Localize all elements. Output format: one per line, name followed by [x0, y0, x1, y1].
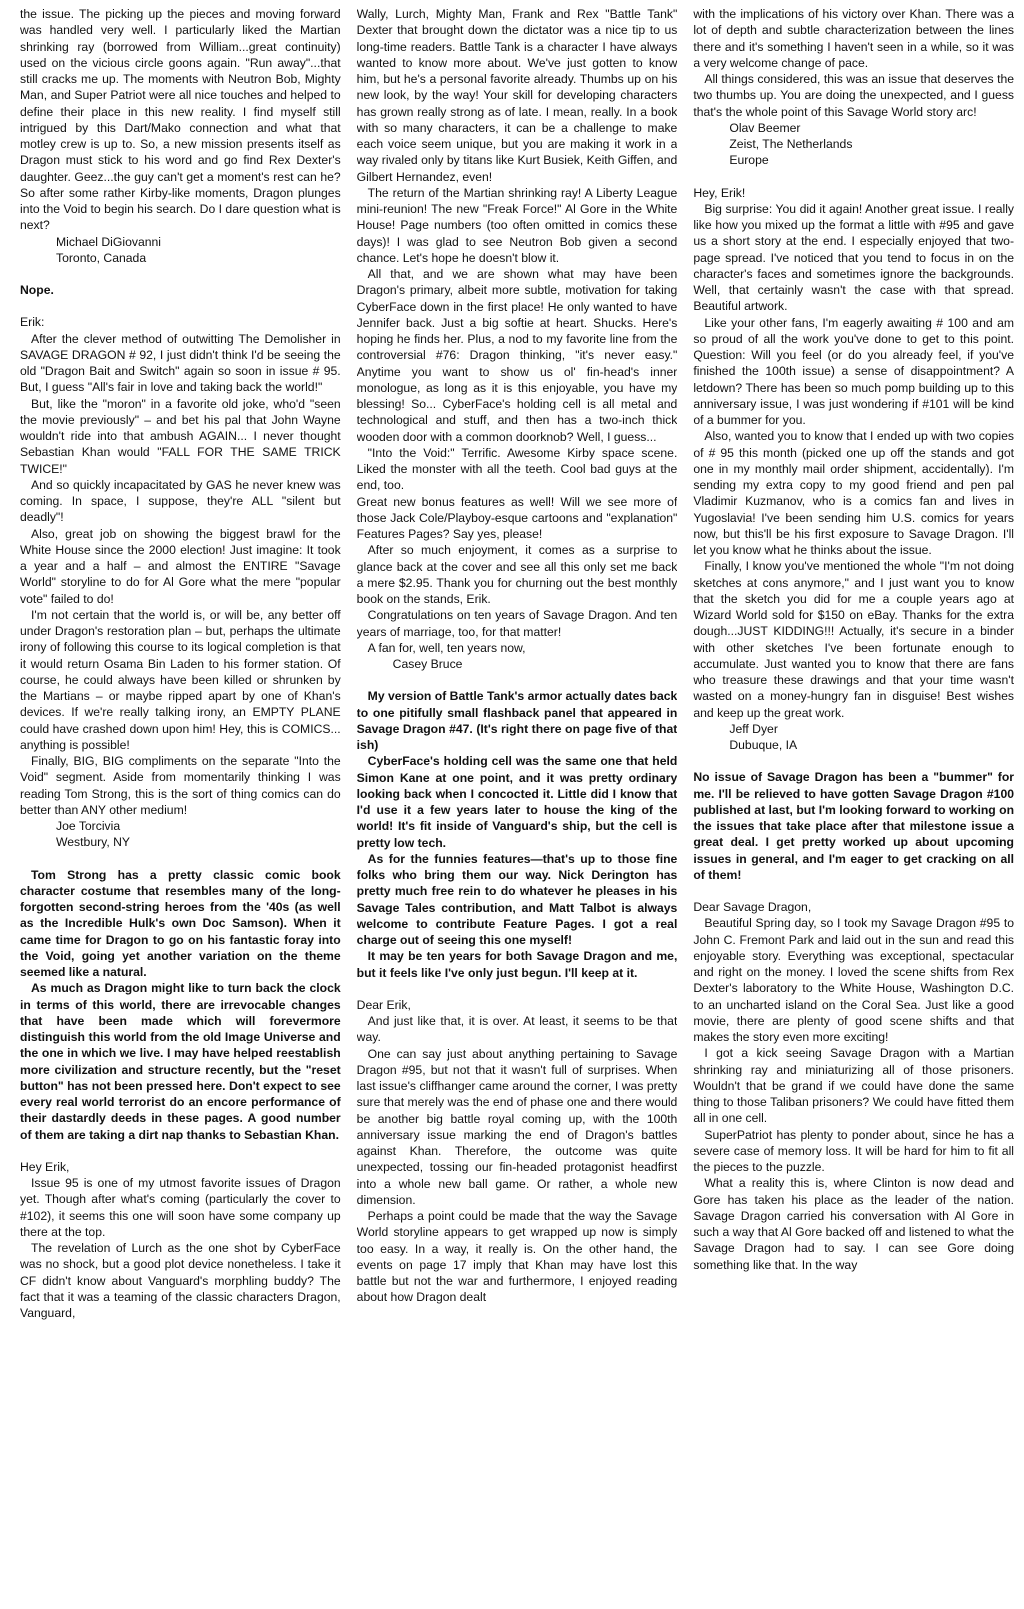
- editor-reply: As much as Dragon might like to turn back the clock in terms of this world, there are irrevocable changes that have been made which will forevermore distinguish this world from the old Image Universe and the one in which we live. I may have helped reestablish more civilization and structure recently, but the "reset button" has not been pressed here. Don't expect to see every real world terrorist do an encore performance of their dastardly deeds in these pages. A good number of them are taking a dirt nap thanks to Sebastian Khan.: [20, 981, 341, 1142]
- editor-reply: It may be ten years for both Savage Dragon and me, but it feels like I've only just begun. I'll keep at it.: [356, 949, 678, 980]
- editor-reply: Nope.: [20, 283, 54, 297]
- letter-paragraph: with the implications of his victory over Khan. There was a lot of depth and subtle characterization between the lines there and it's something I haven't seen in a while, so it was a very welcome change of pace.: [693, 7, 1015, 70]
- letter-paragraph: Also, great job on showing the biggest brawl for the White House since the 2000 election! Just imagine: It took a year and a half – and almost the ENTIRE "Savage World" storyline to do for Al Gore what the mere "popular vote" failed to do!: [20, 526, 341, 606]
- letter-paragraph: the issue. The picking up the pieces and moving forward was handled very well. I particularly liked the Martian shrinking ray (borrowed from William...great continuity) used on the vicious circle goons again. "Run away"...that still cracks me up. The moments with Neutron Bob, Mighty Man, and Super Patriot were all nice touches and helped to define their place in this new reality. I find myself still intrigued by this Dart/Mako connection and what that motley crew is up to. So, a new mission presents itself as Dragon must stick to his word and go find Rex Dexter's daughter. Geez...the guy can't get a moment's rest can he? So after some rather Kirby-like moments, Dragon plunges into the Void to begin his search. Do I dare question what is next?: [20, 7, 341, 233]
- letter-salutation: Erik:: [20, 315, 45, 330]
- column-3: [693, 6, 1014, 1609]
- letter-salutation: Dear Erik,: [356, 997, 411, 1012]
- letter-paragraph: Big surprise: You did it again! Another great issue. I really like how you mixed up the format a little with #95 and gave us a short story at the end. I especially enjoyed that two-page spread. I've noticed that you tend to focus in on the character's faces and sometimes ignore the backgrounds. Well, that certainly wasn't the case with that spread. Beautiful artwork.: [693, 201, 1015, 314]
- letter-salutation: Dear Savage Dragon,: [693, 900, 812, 914]
- letter-signoff: A fan for, well, ten years now,: [367, 640, 526, 655]
- editor-reply: No issue of Savage Dragon has been a "bummer" for me. I'll be relieved to have gotten Savage Dragon #100 published at last, but I'm looking forward to working on the issues that take place after that milestone issue a great deal. I get pretty worked up about upcoming issues in general, and I'm eager to get cracking on all of them!: [693, 770, 1015, 882]
- column-1: [20, 6, 341, 1609]
- signature-location: Zeist, The Netherlands: [729, 137, 853, 151]
- letter-paragraph: Wally, Lurch, Mighty Man, Frank and Rex "Battle Tank" Dexter that brought down the dictator was a nice tip to us long-time readers. Battle Tank is a character I have always wanted to know more about. We've just gotten to know him, but he's a personal favorite already. Thumbs up on his new look, by the way! Your skill for developing characters has grown really strong as of late. I mean, really. In a book with so many characters, it can be a challenge to make each voice seem unique, but you are making it work in a way rivaled only by titans like Kurt Busiek, Keith Giffen, and Gilbert Hernandez, even!: [356, 7, 678, 184]
- signature-name: Joe Torcivia: [56, 819, 121, 833]
- letter-paragraph: All things considered, this was an issue that deserves the two thumbs up. You are doing the unexpected, and I guess that's the whole point of this Savage World story arc!: [693, 72, 1015, 119]
- letter-paragraph: But, like the "moron" in a favorite old joke, who'd "seen the movie previously" – and bet his pal that John Wayne wouldn't ride into that ambush AGAIN... I never thought Sebastian Khan would "FALL FOR THE SAME TRICK TWICE!": [20, 396, 341, 476]
- letter-salutation: Hey, Erik!: [693, 185, 746, 200]
- letter-paragraph: After so much enjoyment, it comes as a surprise to glance back at the cover and see all this only set me back a mere $2.95. Thank you for churning out the best monthly book on the stands, Erik.: [356, 543, 678, 606]
- signature-location: Dubuque, IA: [729, 738, 798, 752]
- letter-paragraph: And just like that, it is over. At least, it seems to be that way.: [356, 1014, 678, 1045]
- signature-name: Olav Beemer: [729, 120, 801, 135]
- letter-paragraph: Great new bonus features as well! Will we see more of those Jack Cole/Playboy-esque cartoons and "explanation" Features Pages? Say yes, please!: [356, 494, 678, 541]
- letter-paragraph: The revelation of Lurch as the one shot by CyberFace was no shock, but a good plot device nonetheless. I take it CF didn't know about Vanguard's morphling buddy? The fact that it was a teaming of the classic characters Dragon, Vanguard,: [20, 1241, 341, 1320]
- letter-paragraph: I got a kick seeing Savage Dragon with a Martian shrinking ray and miniaturizing all of those prisoners. Wouldn't that be grand if we could have done the same thing to those Taliban prisoners? We could have fitted them all in one cell.: [693, 1046, 1015, 1126]
- signature-name: Michael DiGiovanni: [56, 234, 161, 249]
- letter-paragraph: All that, and we are shown what may have been Dragon's primary, albeit more subtle, motivation for taking CyberFace down in the first place! He only wanted to have Jennifer back. Just a big softie at heart. Shucks. Here's hoping he finds her. Plus, a nod to my favorite line from the controversial #76: Dragon thinking, "it's never easy." Anytime you want to show us ol' fin-head's inner monologue, as long as it is this enjoyable, you have my blessing! So... CyberFace's holding cell is all metal and technological and stuff, and then has a two-inch thick wooden door with a common doorknob? Well, I guess...: [356, 267, 678, 444]
- letter-paragraph: "Into the Void:" Terrific. Awesome Kirby space scene. Liked the monster with all the teeth. Cool bad guys at the end, too.: [356, 445, 678, 493]
- editor-reply: CyberFace's holding cell was the same one that held Simon Kane at one point, and it was pretty ordinary looking back when I concocted it. Little did I know that I'd use it a few years later to house the king of the world! It's fit inside of Vanguard's ship, but the cell is pretty low tech.: [356, 754, 678, 850]
- signature-name: Jeff Dyer: [729, 721, 778, 736]
- signature-location: Europe: [729, 153, 769, 168]
- signature-location: Westbury, NY: [56, 835, 131, 850]
- editor-reply: As for the funnies features—that's up to those fine folks who bring them our way. Nick Derington has pretty much free rein to do whatever he pleases in his Savage Tales contribution, and Matt Talbot is always welcome to contribute Feature Pages. I got a real charge out of seeing this one myself!: [356, 851, 678, 947]
- column-2: [357, 6, 678, 1609]
- letter-paragraph: Also, wanted you to know that I ended up with two copies of # 95 this month (picked one up off the stands and got one in my monthly mail order shipment, accidentally). I'm sending my extra copy to my good friend and pen pal Vladimir Kuzmanov, who is a comics fan and lives in Yugoslavia! I've been sending him U.S. comics for years now, but this'll be his first exposure to Savage Dragon. I'll let you know what he thinks about the issue.: [693, 429, 1015, 557]
- signature-location: Toronto, Canada: [56, 250, 147, 265]
- editor-reply: Tom Strong has a pretty classic comic book character costume that resembles many of the long-forgotten second-string heroes from the '40s (as well as the Incredible Hulk's own Doc Samson). When it came time for Dragon to go on his fantastic foray into the Void, going yet another variation on the theme seemed like a natural.: [20, 867, 341, 979]
- letter-paragraph: And so quickly incapacitated by GAS he never knew was coming. In space, I suppose, they're ALL "silent but deadly"!: [20, 477, 341, 525]
- letter-paragraph: Finally, BIG, BIG compliments on the separate "Into the Void" segment. Aside from momentarily thinking I was reading Tom Strong, this is the sort of thing comics can do better than ANY other medium!: [20, 754, 341, 817]
- letter-paragraph: What a reality this is, where Clinton is now dead and Gore has taken his place as the leader of the nation. Savage Dragon carried his conversation with Al Gore in such a way that Al Gore backed off and listened to what the Savage Dragon had to say. I can see Gore doing something like that. In the way: [693, 1176, 1015, 1272]
- letter-paragraph: Congratulations on ten years of Savage Dragon. And ten years of marriage, too, for that matter!: [356, 608, 678, 639]
- letter-paragraph: The return of the Martian shrinking ray! A Liberty League mini-reunion! The new "Freak Force!" Al Gore in the White House! Page numbers (too often omitted in comics these days)! I was glad to see Neutron Bob given a second chance. Let's hope he doesn't blow it.: [356, 185, 678, 265]
- letter-paragraph: One can say just about anything pertaining to Savage Dragon #95, but not that it wasn't full of surprises. When last issue's cliffhanger came around the corner, I was pretty sure that merely was the end of phase one and there would be another big battle royal coming up, with the 100th anniversary issue marking the end of Dragon's battles against Khan. Therefore, the outcome was quite unexpected, tossing our fin-headed protagonist headfirst into a whole new ball game. Or rather, a whole new dimension.: [356, 1046, 678, 1207]
- letter-salutation: Hey Erik,: [20, 1159, 70, 1174]
- letter-paragraph: Beautiful Spring day, so I took my Savage Dragon #95 to John C. Fremont Park and laid out in the sun and read this enjoyable story. Everything was exceptional, spectacular and right on the money. I loved the scene shifts from Rex Dexter's laboratory to the White House, Washington D.C. to an uncharted island on the Coral Sea. Just like a good movie, there are plenty of good scene shifts and that makes the story even more exciting!: [693, 916, 1015, 1044]
- letter-paragraph: After the clever method of outwitting The Demolisher in SAVAGE DRAGON # 92, I just didn't think I'd be seeing the old "Dragon Bait and Switch" again so soon in issue # 95. But, I guess "All's fair in love and taking back the world!": [20, 331, 341, 395]
- signature-name: Casey Bruce: [392, 657, 463, 671]
- letter-paragraph: Finally, I know you've mentioned the whole "I'm not doing sketches at cons anymore," and I just want you to know that the sketch you did for me a couple years ago at Wizard World sold for $150 on eBay. Thanks for the extra dough...JUST KIDDING!!! Actually, it's secure in a binder with other sketches I've been fortunate enough to accumulate. Just wanted you to know that there are fans who treasure these drawings and that your time wasn't wasted on a money-hungry fan in disguise! Best wishes and keep up the great work.: [693, 559, 1015, 720]
- letter-paragraph: Like your other fans, I'm eagerly awaiting # 100 and am so proud of all the work you've done to get to this point. Question: Will you feel (or do you already feel, if you've finished the 100th issue) a sense of disappointment? A letdown? There has been so much pomp building up to this anniversary issue, I was just wondering if #101 will be kind of a bummer for you.: [693, 315, 1015, 427]
- letter-paragraph: SuperPatriot has plenty to ponder about, since he has a severe case of memory loss. It will be hard for him to fit all the pieces to the puzzle.: [693, 1127, 1015, 1174]
- editor-reply: My version of Battle Tank's armor actually dates back to one pitifully small flashback panel that appeared in Savage Dragon #47. (It's right there on page five of that ish): [356, 689, 678, 752]
- letter-paragraph: Perhaps a point could be made that the way the Savage World storyline appears to get wrapped up now is simply too easy. In a way, it really is. On the other hand, the events on page 17 imply that Khan may have lost this battle but not the war and furthermore, I enjoyed reading about how Dragon dealt: [356, 1209, 678, 1305]
- letter-paragraph: Issue 95 is one of my utmost favorite issues of Dragon yet. Though after what's coming (particularly the cover to #102), it seems this one will soon have some company up there at the top.: [20, 1176, 341, 1239]
- letter-paragraph: I'm not certain that the world is, or will be, any better off under Dragon's restoration plan – but, perhaps the ultimate irony of following this course to its logical completion is that it would return Osama Bin Laden to his former station. Of course, he could always have been killed or shrunken by the Martians – or maybe ripped apart by one of Khan's devices. If we're really talking irony, an EMPTY PLANE could have crashed down upon him! Hey, this is COMICS... anything is possible!: [20, 607, 341, 752]
